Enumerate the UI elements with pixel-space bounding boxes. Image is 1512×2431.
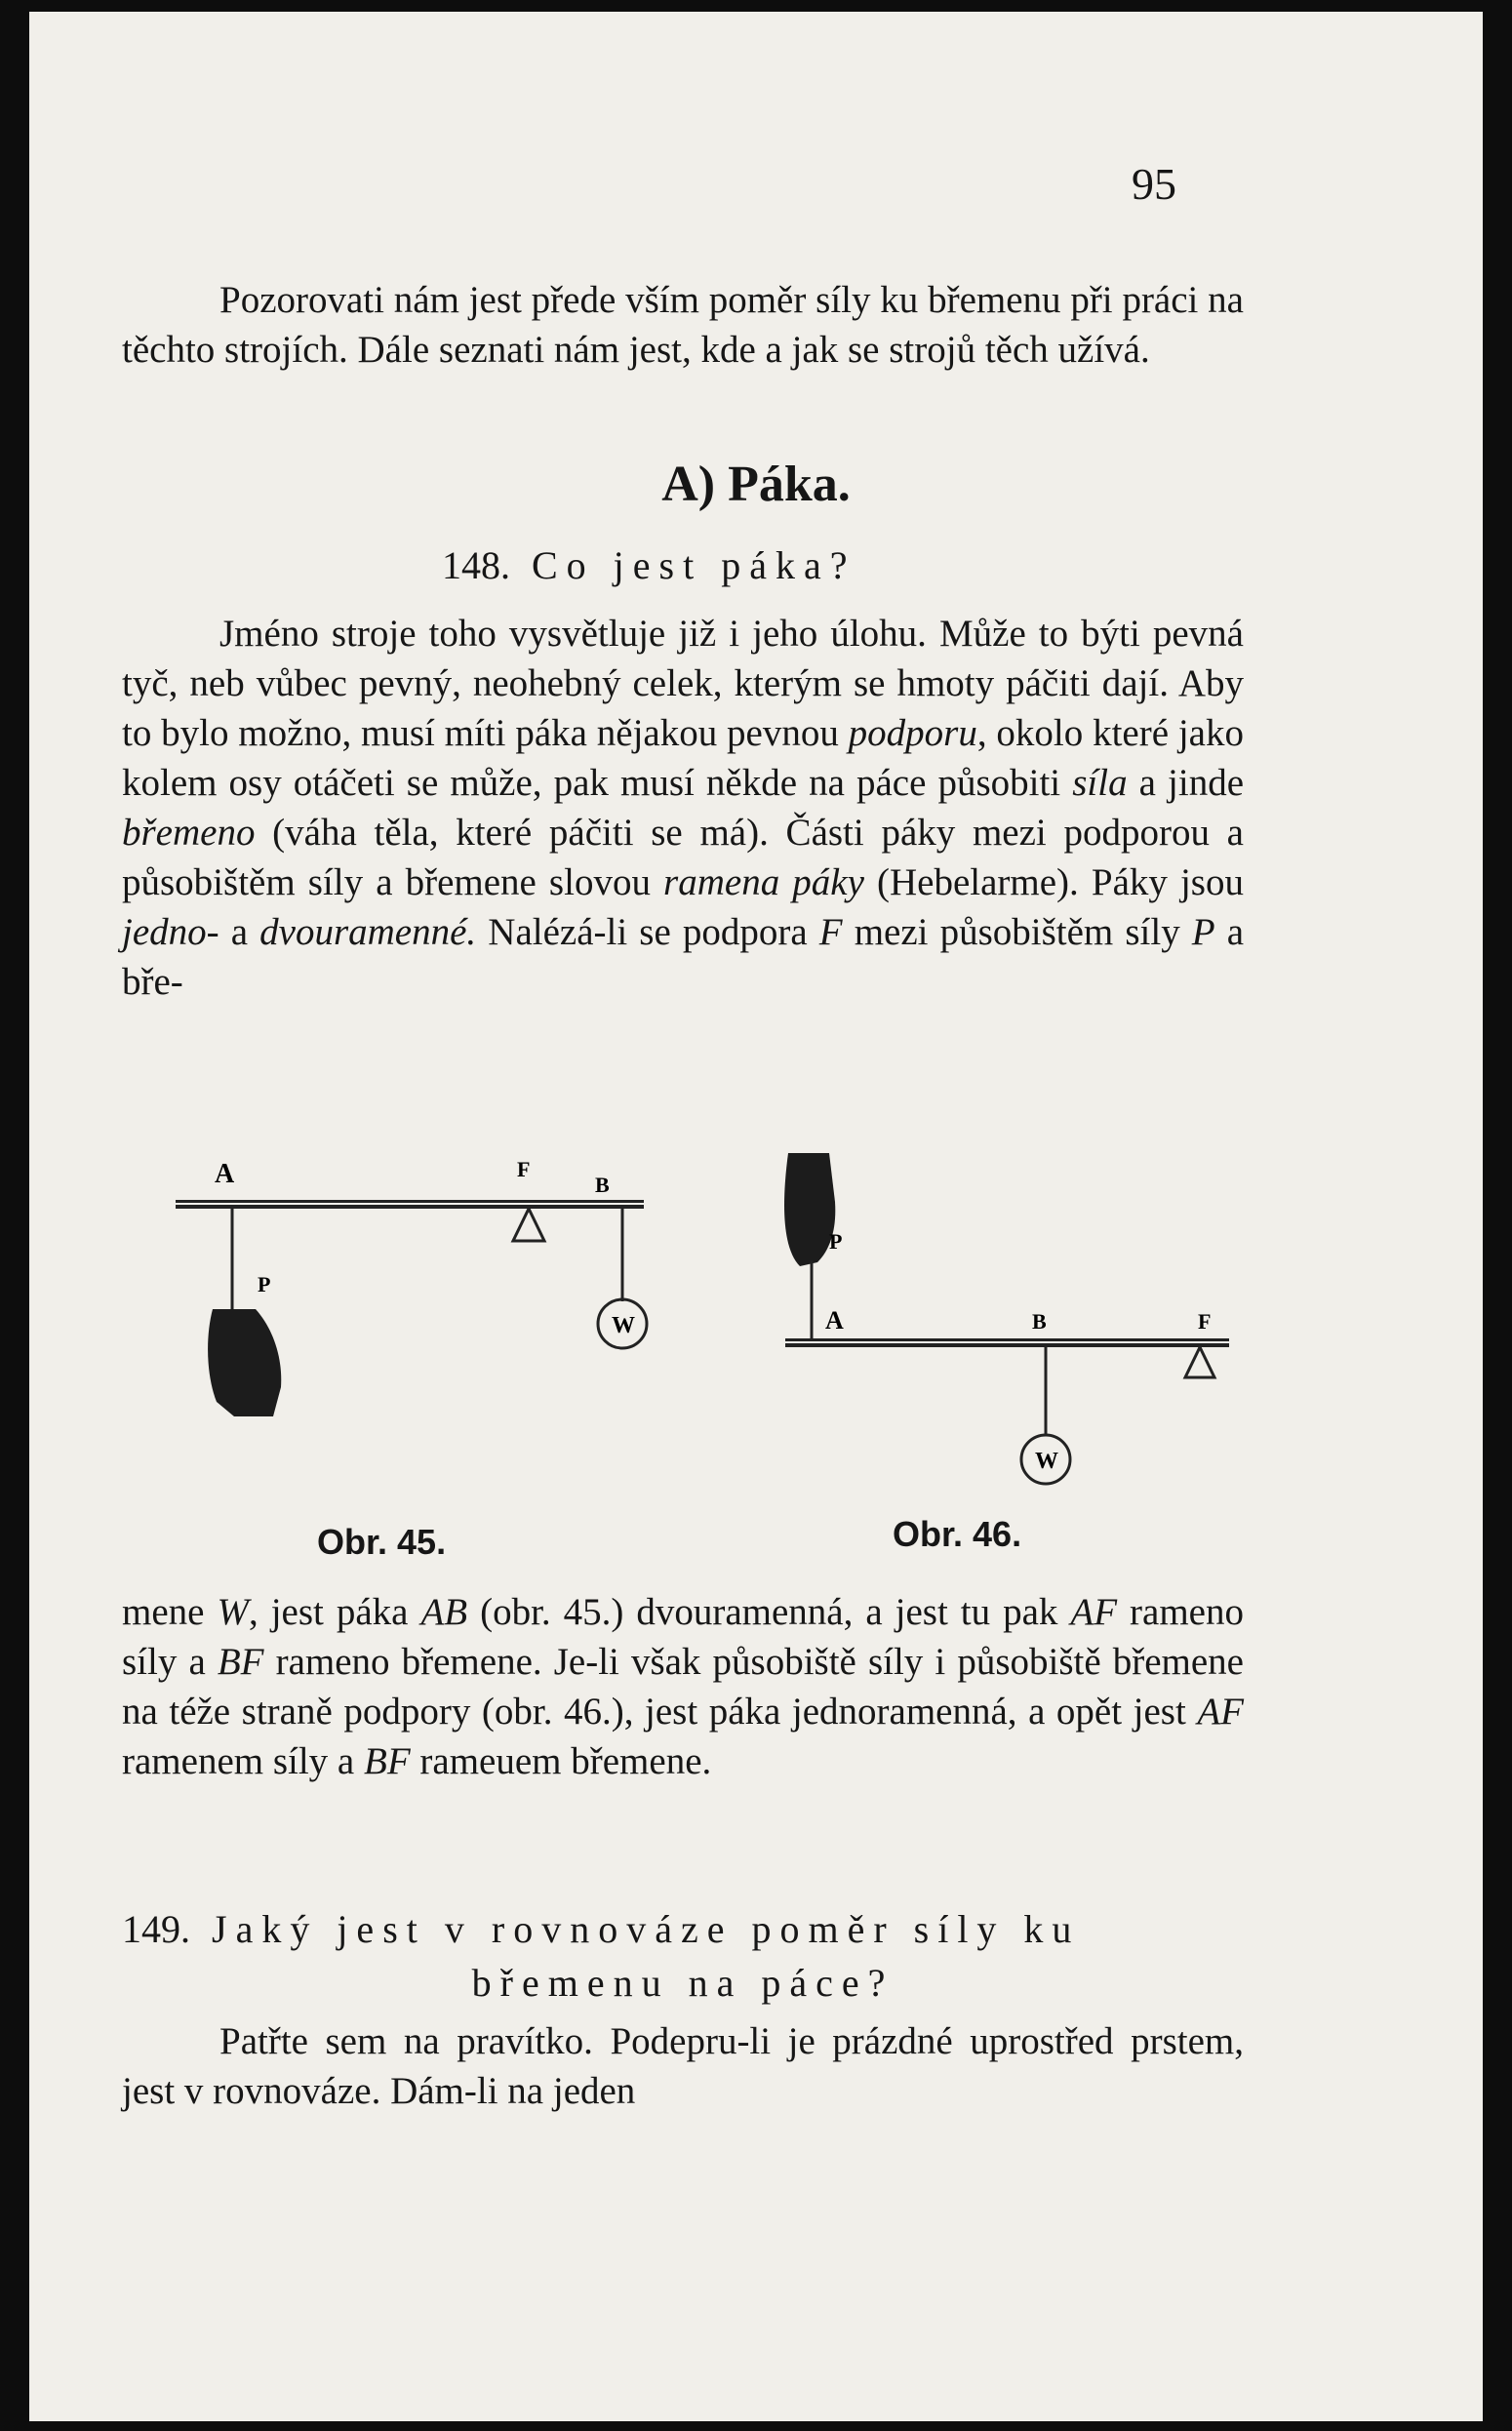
fig45-hand-icon	[208, 1309, 281, 1416]
fig45-caption: Obr. 45.	[317, 1522, 447, 1562]
symbol-p: P	[1191, 911, 1215, 953]
term-dvouramenne: dvouramenné.	[259, 911, 477, 953]
symbol-bf-2: BF	[364, 1740, 411, 1782]
fig45-label-p: P	[258, 1272, 271, 1296]
fig46-hand-icon	[784, 1153, 835, 1266]
term-bremeno: břemeno	[122, 812, 256, 854]
answer-148-text-7: Nalézá-li se podpora	[476, 911, 819, 953]
symbol-af-2: AF	[1197, 1691, 1244, 1733]
question-148	[122, 538, 1244, 592]
intro-paragraph: Pozorovati nám jest přede vším poměr síly ku břemenu při práci na těchto strojích. Dále seznati nám jest, kde a jak se strojů těch užívá.	[122, 279, 1244, 371]
fig45-label-b: B	[595, 1173, 610, 1197]
figure-46	[741, 1143, 1288, 1524]
fig45-label-w: W	[612, 1313, 635, 1338]
fig46-label-p: P	[829, 1229, 843, 1254]
cont-text-4: rameno síly a	[122, 1591, 1244, 1683]
answer-148-text-6: a	[219, 911, 260, 953]
fig45-label-a: A	[215, 1159, 235, 1189]
question-149-number: 149.	[122, 1907, 190, 1951]
fig46-lever-bar	[785, 1338, 1229, 1347]
page-number: 95	[1132, 159, 1176, 209]
question-149	[122, 1902, 1244, 2010]
continuation-block	[122, 1587, 1244, 1786]
fig45-lever-bar	[176, 1200, 644, 1209]
symbol-f: F	[818, 911, 843, 953]
answer-148-text-3: a jinde	[1127, 762, 1244, 804]
symbol-bf-1: BF	[217, 1641, 264, 1683]
symbol-ab: AB	[420, 1591, 468, 1633]
symbol-af-1: AF	[1070, 1591, 1118, 1633]
term-ramena-paky: ramena páky	[663, 861, 864, 903]
fig45-fulcrum-triangle	[513, 1209, 544, 1241]
answer-148-text-9: a bře-	[122, 911, 1245, 1003]
intro-block	[122, 275, 1244, 375]
continuation-paragraph	[122, 1587, 1244, 1786]
question-148-number: 148.	[442, 543, 510, 587]
answer-148-text-8: mezi působištěm síly	[842, 911, 1192, 953]
fig46-label-b: B	[1032, 1309, 1047, 1334]
section-title: A) Páka.	[661, 457, 851, 512]
answer-149-paragraph: Patřte sem na pravítko. Podepru-li je prázdné uprostřed prstem, jest v rovnováze. Dám-li na jeden	[122, 2020, 1244, 2112]
answer-148-block	[122, 609, 1244, 1007]
term-jedno: jedno-	[122, 911, 219, 953]
symbol-w: W	[217, 1591, 249, 1633]
book-page	[29, 12, 1483, 2421]
figure-45	[137, 1134, 683, 1436]
answer-148-text-5: (Hebelarme). Páky jsou	[863, 861, 1244, 903]
answer-148-paragraph	[122, 609, 1244, 1007]
answer-148-text-1: Jméno stroje toho vysvětluje již i jeho úlohu. Může to býti pevná tyč, neb vůbec pevný, neohebný celek, kterým se hmoty páčiti dají. Aby to bylo možno, musí míti páka nějakou pevnou	[122, 613, 1244, 754]
term-sila: síla	[1072, 762, 1128, 804]
cont-text-7: rameuem břemene.	[410, 1740, 712, 1782]
term-podpora: podporu	[848, 712, 977, 754]
cont-text-5: rameno břemene. Je-li však působiště síly i působiště břemene na téže straně podpory (obr. 46.), jest páka jednoramenná, a opět jest	[122, 1641, 1244, 1733]
cont-text-3: (obr. 45.) dvouramenná, a jest tu pak	[467, 1591, 1071, 1633]
fig46-label-f: F	[1198, 1309, 1212, 1334]
fig45-label-f: F	[517, 1157, 531, 1181]
fig46-label-a: A	[825, 1306, 844, 1335]
cont-text-1: mene	[122, 1591, 218, 1633]
question-148-title: Co jest páka?	[532, 543, 856, 587]
question-149-title-line1: Jaký jest v rovnováze poměr síly ku	[212, 1907, 1081, 1951]
fig46-label-w: W	[1035, 1449, 1058, 1474]
cont-text-2: , jest páka	[248, 1591, 421, 1633]
answer-149-block	[122, 2016, 1244, 2116]
cont-text-6: ramenem síly a	[122, 1740, 364, 1782]
answer-148-text-2: , okolo které jako kolem osy otáčeti se může, pak musí někde na páce působiti	[122, 712, 1244, 804]
fig46-fulcrum-triangle	[1185, 1347, 1214, 1377]
question-149-title-line2: břemenu na páce?	[471, 1961, 895, 2005]
answer-148-text-4: (váha těla, které páčiti se má). Části páky mezi podporou a působištěm síly a břemene slovou	[122, 812, 1244, 903]
fig46-caption: Obr. 46.	[893, 1514, 1022, 1554]
